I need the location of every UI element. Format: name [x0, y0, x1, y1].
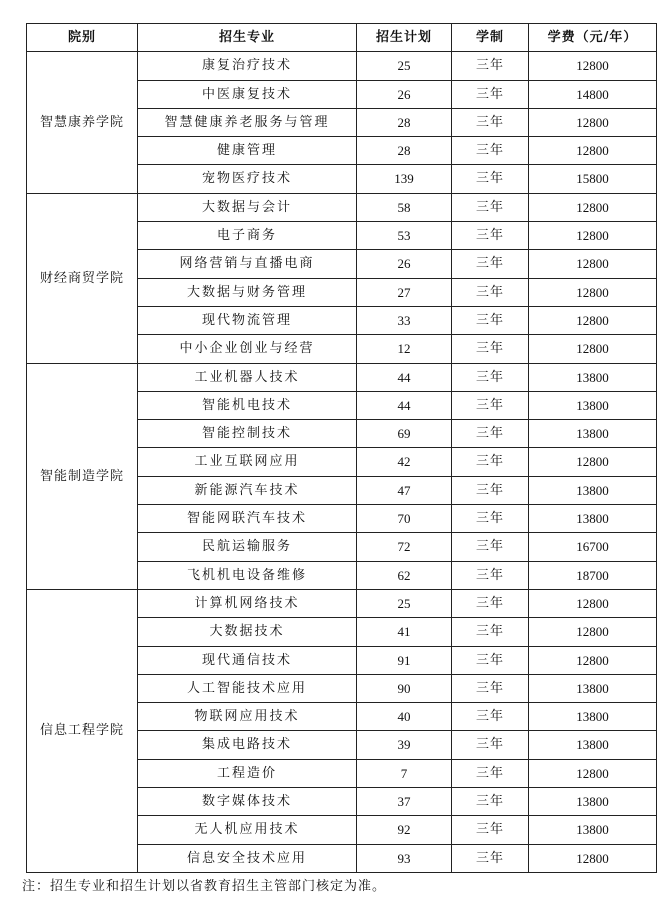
fee-cell: 13800 [529, 816, 657, 844]
plan-cell: 41 [357, 618, 452, 646]
plan-cell: 26 [357, 80, 452, 108]
college-cell: 智能制造学院 [27, 363, 138, 589]
major-cell: 信息安全技术应用 [138, 844, 357, 872]
duration-cell: 三年 [452, 108, 529, 136]
plan-cell: 33 [357, 306, 452, 334]
plan-cell: 93 [357, 844, 452, 872]
fee-cell: 12800 [529, 137, 657, 165]
major-cell: 工业互联网应用 [138, 448, 357, 476]
header-major: 招生专业 [138, 24, 357, 52]
duration-cell: 三年 [452, 788, 529, 816]
table-row [27, 363, 657, 391]
fee-cell: 12800 [529, 52, 657, 80]
plan-cell: 25 [357, 589, 452, 617]
major-cell: 计算机网络技术 [138, 589, 357, 617]
duration-cell: 三年 [452, 759, 529, 787]
duration-cell: 三年 [452, 222, 529, 250]
plan-cell: 92 [357, 816, 452, 844]
duration-cell: 三年 [452, 816, 529, 844]
fee-cell: 13800 [529, 703, 657, 731]
duration-cell: 三年 [452, 306, 529, 334]
plan-cell: 70 [357, 505, 452, 533]
major-cell: 大数据与会计 [138, 193, 357, 221]
fee-cell: 13800 [529, 505, 657, 533]
duration-cell: 三年 [452, 561, 529, 589]
fee-cell: 12800 [529, 193, 657, 221]
duration-cell: 三年 [452, 731, 529, 759]
plan-cell: 37 [357, 788, 452, 816]
major-cell: 电子商务 [138, 222, 357, 250]
major-cell: 智慧健康养老服务与管理 [138, 108, 357, 136]
header-duration: 学制 [452, 24, 529, 52]
duration-cell: 三年 [452, 165, 529, 193]
duration-cell: 三年 [452, 448, 529, 476]
major-cell: 人工智能技术应用 [138, 674, 357, 702]
plan-cell: 53 [357, 222, 452, 250]
header-fee: 学费（元/年） [529, 24, 657, 52]
fee-cell: 15800 [529, 165, 657, 193]
fee-cell: 13800 [529, 363, 657, 391]
major-cell: 大数据技术 [138, 618, 357, 646]
plan-cell: 27 [357, 278, 452, 306]
fee-cell: 12800 [529, 448, 657, 476]
plan-cell: 139 [357, 165, 452, 193]
college-cell: 信息工程学院 [27, 589, 138, 872]
major-cell: 大数据与财务管理 [138, 278, 357, 306]
duration-cell: 三年 [452, 589, 529, 617]
fee-cell: 14800 [529, 80, 657, 108]
enrollment-table [26, 23, 657, 873]
major-cell: 数字媒体技术 [138, 788, 357, 816]
fee-cell: 12800 [529, 335, 657, 363]
table-row [27, 52, 657, 80]
plan-cell: 69 [357, 420, 452, 448]
duration-cell: 三年 [452, 363, 529, 391]
fee-cell: 18700 [529, 561, 657, 589]
major-cell: 智能机电技术 [138, 391, 357, 419]
duration-cell: 三年 [452, 420, 529, 448]
fee-cell: 13800 [529, 420, 657, 448]
duration-cell: 三年 [452, 52, 529, 80]
major-cell: 智能控制技术 [138, 420, 357, 448]
major-cell: 康复治疗技术 [138, 52, 357, 80]
duration-cell: 三年 [452, 533, 529, 561]
duration-cell: 三年 [452, 674, 529, 702]
major-cell: 工业机器人技术 [138, 363, 357, 391]
plan-cell: 7 [357, 759, 452, 787]
fee-cell: 12800 [529, 646, 657, 674]
major-cell: 宠物医疗技术 [138, 165, 357, 193]
fee-cell: 12800 [529, 250, 657, 278]
fee-cell: 12800 [529, 278, 657, 306]
fee-cell: 12800 [529, 306, 657, 334]
major-cell: 中小企业创业与经营 [138, 335, 357, 363]
plan-cell: 42 [357, 448, 452, 476]
table-body [27, 52, 657, 873]
major-cell: 现代通信技术 [138, 646, 357, 674]
plan-cell: 28 [357, 137, 452, 165]
major-cell: 中医康复技术 [138, 80, 357, 108]
fee-cell: 13800 [529, 674, 657, 702]
major-cell: 智能网联汽车技术 [138, 505, 357, 533]
table-row [27, 589, 657, 617]
plan-cell: 44 [357, 391, 452, 419]
duration-cell: 三年 [452, 505, 529, 533]
duration-cell: 三年 [452, 618, 529, 646]
plan-cell: 28 [357, 108, 452, 136]
major-cell: 网络营销与直播电商 [138, 250, 357, 278]
fee-cell: 12800 [529, 222, 657, 250]
plan-cell: 26 [357, 250, 452, 278]
plan-cell: 39 [357, 731, 452, 759]
fee-cell: 13800 [529, 731, 657, 759]
major-cell: 集成电路技术 [138, 731, 357, 759]
footnote: 注：招生专业和招生计划以省教育招生主管部门核定为准。 [22, 879, 387, 894]
major-cell: 现代物流管理 [138, 306, 357, 334]
duration-cell: 三年 [452, 391, 529, 419]
plan-cell: 40 [357, 703, 452, 731]
duration-cell: 三年 [452, 335, 529, 363]
duration-cell: 三年 [452, 278, 529, 306]
fee-cell: 16700 [529, 533, 657, 561]
plan-cell: 12 [357, 335, 452, 363]
table-header-row [27, 24, 657, 52]
fee-cell: 12800 [529, 589, 657, 617]
fee-cell: 13800 [529, 788, 657, 816]
fee-cell: 13800 [529, 476, 657, 504]
plan-cell: 44 [357, 363, 452, 391]
duration-cell: 三年 [452, 646, 529, 674]
major-cell: 新能源汽车技术 [138, 476, 357, 504]
plan-cell: 25 [357, 52, 452, 80]
fee-cell: 13800 [529, 391, 657, 419]
plan-cell: 62 [357, 561, 452, 589]
plan-cell: 72 [357, 533, 452, 561]
major-cell: 物联网应用技术 [138, 703, 357, 731]
college-cell: 财经商贸学院 [27, 193, 138, 363]
major-cell: 无人机应用技术 [138, 816, 357, 844]
duration-cell: 三年 [452, 193, 529, 221]
plan-cell: 47 [357, 476, 452, 504]
plan-cell: 90 [357, 674, 452, 702]
plan-cell: 58 [357, 193, 452, 221]
duration-cell: 三年 [452, 250, 529, 278]
duration-cell: 三年 [452, 703, 529, 731]
plan-cell: 91 [357, 646, 452, 674]
header-college: 院别 [27, 24, 138, 52]
table-row [27, 193, 657, 221]
fee-cell: 12800 [529, 844, 657, 872]
college-cell: 智慧康养学院 [27, 52, 138, 193]
duration-cell: 三年 [452, 476, 529, 504]
duration-cell: 三年 [452, 137, 529, 165]
duration-cell: 三年 [452, 80, 529, 108]
major-cell: 飞机机电设备维修 [138, 561, 357, 589]
major-cell: 工程造价 [138, 759, 357, 787]
duration-cell: 三年 [452, 844, 529, 872]
fee-cell: 12800 [529, 108, 657, 136]
header-plan: 招生计划 [357, 24, 452, 52]
major-cell: 民航运输服务 [138, 533, 357, 561]
fee-cell: 12800 [529, 759, 657, 787]
major-cell: 健康管理 [138, 137, 357, 165]
fee-cell: 12800 [529, 618, 657, 646]
